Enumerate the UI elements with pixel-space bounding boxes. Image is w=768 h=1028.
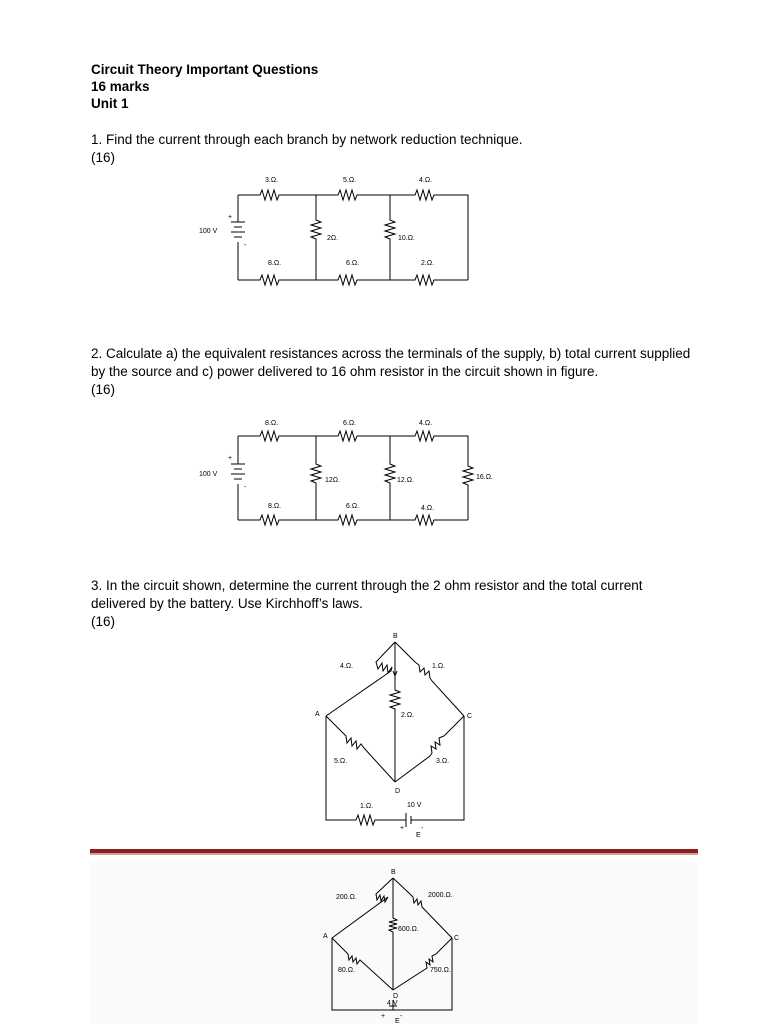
circuit-3-node-d: D <box>395 788 401 795</box>
circuit-2-wires <box>231 431 473 525</box>
circuit-3-r-dc: 3.Ω. <box>436 758 450 765</box>
page-separator-shadow <box>90 853 698 855</box>
circuit-4-diagram <box>320 868 470 1028</box>
marks-heading: 16 marks <box>91 79 150 94</box>
circuit-1-top-r2: 5.Ω. <box>343 177 357 184</box>
circuit-3-r-series: 1.Ω. <box>360 803 374 810</box>
circuit-4-r-ad: 80.Ω. <box>338 967 355 974</box>
circuit-1-bottom-r1: 8.Ω. <box>268 260 282 267</box>
circuit-2-bottom-r3: 4.Ω. <box>421 505 435 512</box>
circuit-4-plus: + <box>381 1013 386 1020</box>
circuit-2-shunt-r1: 12Ω. <box>325 477 340 484</box>
circuit-3-node-a: A <box>315 711 320 718</box>
circuit-2-bottom-r2: 6.Ω. <box>346 503 360 510</box>
circuit-1-top-r3: 4.Ω. <box>419 177 433 184</box>
circuit-2-diagram <box>195 414 505 529</box>
circuit-4-r-ab: 200.Ω. <box>336 894 357 901</box>
circuit-1-bottom-r2: 6.Ω. <box>346 260 360 267</box>
circuit-2-minus: - <box>244 484 247 491</box>
question-1-marks: (16) <box>91 150 116 165</box>
circuit-3-battery-label: 10 V <box>407 802 422 809</box>
circuit-1-diagram <box>195 170 485 290</box>
circuit-3-r-ad: 5.Ω. <box>334 758 348 765</box>
circuit-2-top-r1: 8.Ω. <box>265 420 279 427</box>
circuit-4-node-b: B <box>391 869 396 876</box>
circuit-3-r-ab: 4.Ω. <box>340 663 354 670</box>
circuit-3-minus: - <box>421 825 424 832</box>
circuit-1-top-r1: 3.Ω. <box>265 177 279 184</box>
circuit-3-node-b: B <box>393 633 398 640</box>
circuit-2-top-r2: 6.Ω. <box>343 420 357 427</box>
circuit-1-minus: - <box>244 242 247 249</box>
question-3 <box>91 577 691 631</box>
circuit-3-r-bd: 2.Ω. <box>401 712 415 719</box>
question-3-marks: (16) <box>91 614 116 629</box>
question-2-text: 2. Calculate a) the equivalent resistances across the terminals of the supply, b) total current supplied by the source and c) power delivered to 16 ohm resistor in the circuit shown in figure. <box>91 346 691 379</box>
circuit-2-bottom-r1: 8.Ω. <box>268 503 282 510</box>
circuit-4-node-e: E <box>395 1018 400 1025</box>
question-1 <box>91 131 691 167</box>
circuit-2-top-r3: 4.Ω. <box>419 420 433 427</box>
circuit-1-shunt-r2: 10.Ω. <box>398 235 415 242</box>
next-page-preview <box>90 862 698 1024</box>
circuit-3-diagram <box>310 630 490 840</box>
circuit-2-shunt-r3: 16.Ω. <box>476 474 493 481</box>
document-title: Circuit Theory Important Questions <box>91 62 319 77</box>
circuit-4-node-d: D <box>393 993 399 1000</box>
circuit-4-minus: - <box>400 1013 403 1020</box>
circuit-4-r-dc: 750.Ω. <box>430 967 451 974</box>
circuit-4-r-bd: 600.Ω. <box>398 926 419 933</box>
unit-heading: Unit 1 <box>91 96 129 111</box>
circuit-2-shunt-r2: 12.Ω. <box>397 477 414 484</box>
question-2-marks: (16) <box>91 382 116 397</box>
question-1-text: 1. Find the current through each branch by network reduction technique. <box>91 132 523 147</box>
circuit-1-bottom-r3: 2.Ω. <box>421 260 435 267</box>
question-3-text: 3. In the circuit shown, determine the current through the 2 ohm resistor and the total current delivered by the battery. Use Kirchhoff’s laws. <box>91 578 643 611</box>
circuit-1-wires <box>231 190 468 285</box>
circuit-3-node-c: C <box>467 713 473 720</box>
circuit-4-node-a: A <box>323 933 328 940</box>
circuit-1-source-label: 100 V <box>199 228 218 235</box>
circuit-4-r-bc: 2000.Ω. <box>428 892 453 899</box>
circuit-3-r-bc: 1.Ω. <box>432 663 446 670</box>
circuit-3-plus: + <box>400 825 405 832</box>
circuit-2-source-label: 100 V <box>199 471 218 478</box>
circuit-2-plus: + <box>228 455 233 462</box>
circuit-4-battery-label: 4 V <box>387 1000 398 1007</box>
circuit-3-node-e: E <box>416 832 421 839</box>
circuit-4-node-c: C <box>454 935 460 942</box>
circuit-1-shunt-r1: 2Ω. <box>327 235 339 242</box>
question-2 <box>91 345 691 399</box>
circuit-1-plus: + <box>228 214 233 221</box>
